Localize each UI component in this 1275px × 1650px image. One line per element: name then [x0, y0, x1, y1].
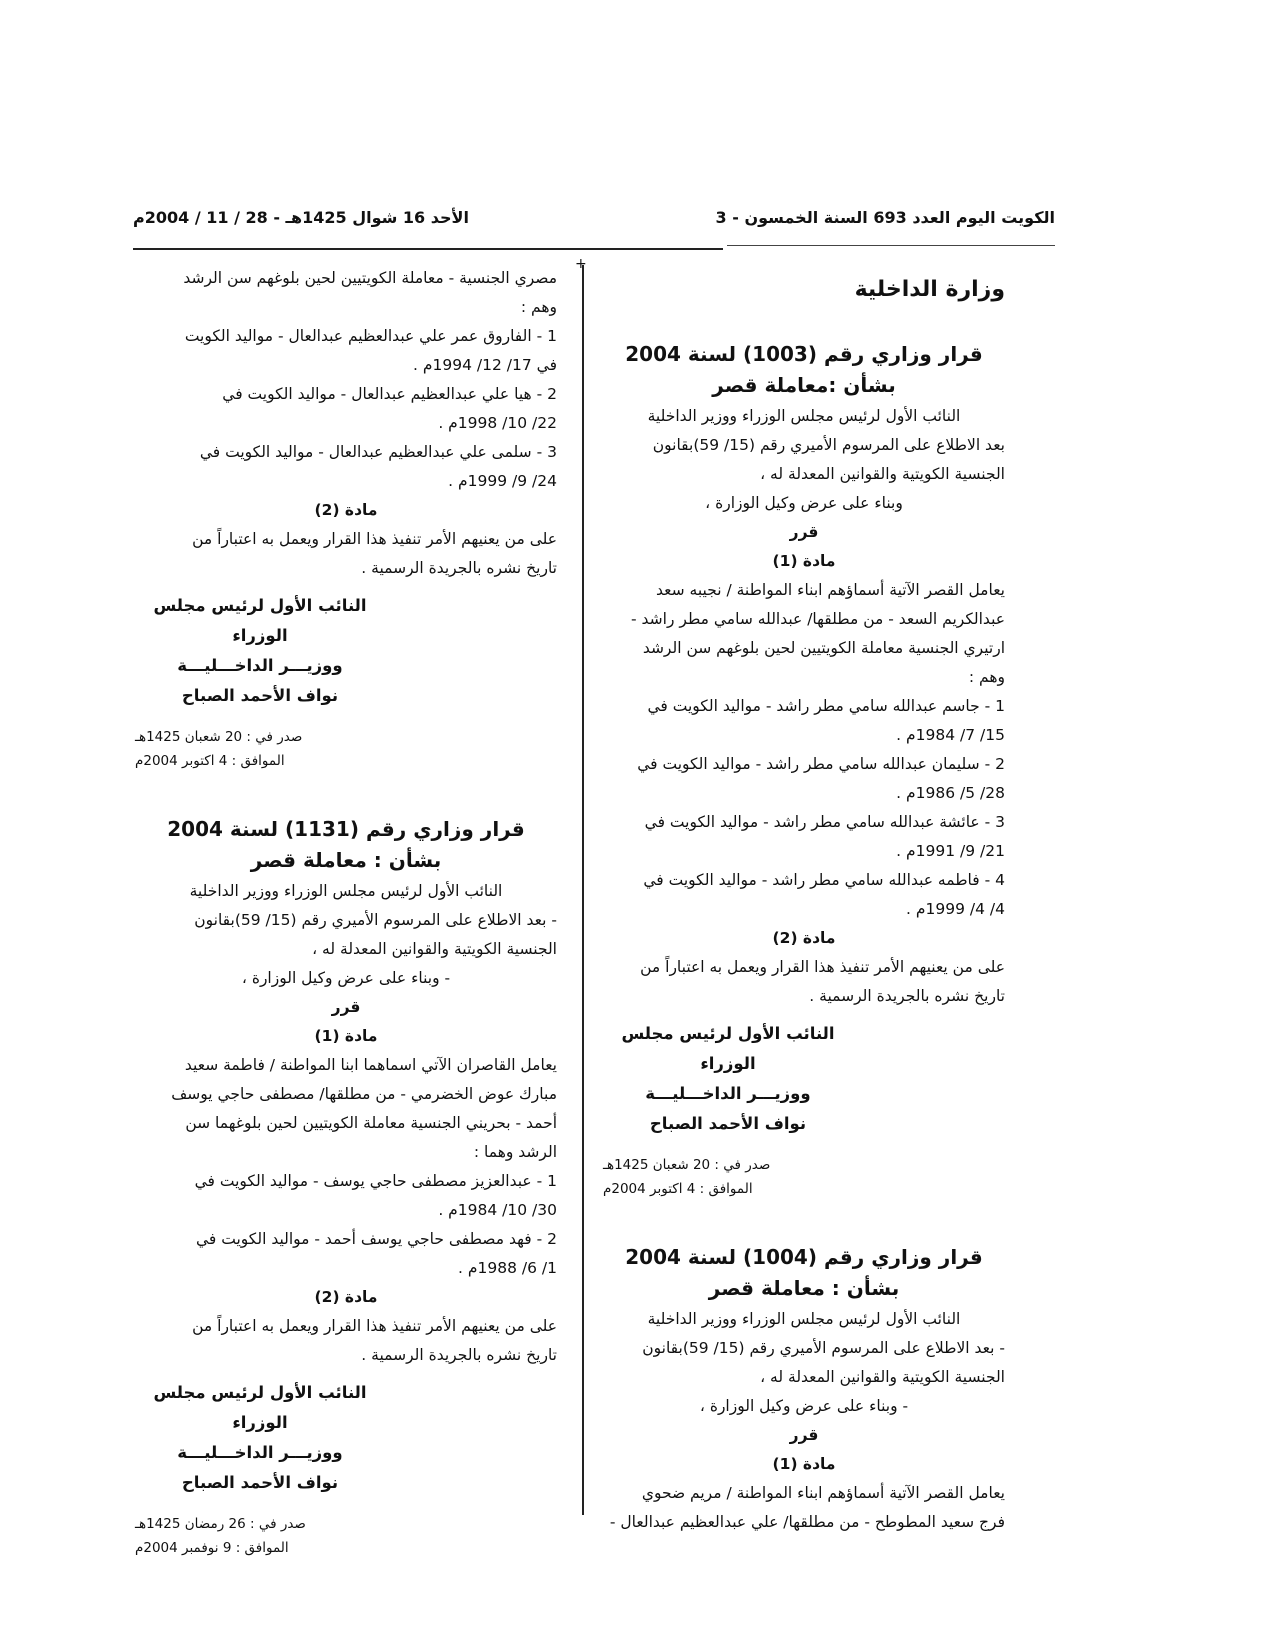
decree-1003-text: 21/ 9/ 1991م .: [896, 842, 1005, 860]
decree-1131-article-1: مادة (1): [314, 1027, 378, 1045]
column-divider: [582, 265, 584, 1515]
decree-1131-text: 1/ 6/ 1988م .: [458, 1259, 557, 1277]
decree-1003-text: 4/ 4/ 1999م .: [906, 900, 1005, 918]
signature-name: نواف الأحمد الصباح: [181, 686, 339, 705]
decree-1003-article-1: مادة (1): [772, 552, 836, 570]
decree-1131-text: 30/ 10/ 1984م .: [438, 1201, 557, 1219]
ministry-heading: وزارة الداخلية: [854, 277, 1005, 302]
decree-1004-title: قرار وزاري رقم (1004) لسنة 2004: [625, 1245, 983, 1269]
decree-1003-subject: بشأن :معاملة قصر: [712, 373, 896, 397]
signature-title: النائب الأول لرئيس مجلس الوزراء: [153, 596, 367, 645]
decree-1131-preamble-2: - بعد الاطلاع على المرسوم الأميري رقم (15/ 59)بقانون: [194, 911, 557, 929]
decree-1003-text: على من يعنيهم الأمر تنفيذ هذا القرار ويعمل به اعتباراً من: [640, 958, 1005, 976]
decree-1003b-text: في 17/ 12/ 1994م .: [413, 356, 557, 374]
signature-office: ووزيـــر الداخـــليـــة: [177, 1443, 343, 1462]
decree-1004-preamble-4: - وبناء على عرض وكيل الوزارة ،: [699, 1397, 909, 1415]
decree-1131-title: قرار وزاري رقم (1131) لسنة 2004: [167, 817, 525, 841]
decree-1003-text: وهم :: [968, 668, 1005, 686]
decree-1004-subject: بشأن : معاملة قصر: [708, 1276, 900, 1300]
signature-block: [135, 591, 557, 711]
decree-1003-issued: صدر في : 20 شعبان 1425هـ: [603, 1157, 771, 1173]
decree-1003-text: يعامل القصر الآتية أسماؤهم ابناء المواطنة / نجيبه سعد: [656, 581, 1005, 599]
decree-1131-text: مبارك عوض الخضرمي - من مطلقها/ مصطفى حاجي يوسف: [171, 1085, 557, 1103]
decree-1003-text: 3 - عائشة عبدالله سامي مطر راشد - مواليد الكويت في: [644, 813, 1005, 831]
decree-1131-corresponding: الموافق : 9 نوفمبر 2004م: [135, 1540, 289, 1556]
decree-1131-text: 1 - عبدالعزيز مصطفى حاجي يوسف - مواليد الكويت في: [194, 1172, 557, 1190]
decree-1003b-text: 22/ 10/ 1998م .: [438, 414, 557, 432]
decree-1004-text: يعامل القصر الآتية أسماؤهم ابناء المواطنة / مريم ضحوي: [641, 1484, 1005, 1502]
signature-name: نواف الأحمد الصباح: [649, 1114, 807, 1133]
page-header: [133, 208, 1055, 248]
signature-office: ووزيـــر الداخـــليـــة: [177, 656, 343, 675]
decree-1003-preamble-1: النائب الأول لرئيس مجلس الوزراء ووزير الداخلية: [647, 407, 961, 425]
header-rule-left: [133, 248, 723, 250]
decree-1131-issued: صدر في : 26 رمضان 1425هـ: [135, 1516, 306, 1532]
decree-1003-title: قرار وزاري رقم (1003) لسنة 2004: [625, 342, 983, 366]
decree-1004-text: فرج سعيد المطوطح - من مطلقها/ علي عبدالعظيم عبدالعال -: [609, 1513, 1005, 1531]
decree-1131-text: تاريخ نشره بالجريدة الرسمية .: [361, 1346, 557, 1364]
signature-office: ووزيـــر الداخـــليـــة: [645, 1084, 811, 1103]
decree-1003-text: 1 - جاسم عبدالله سامي مطر راشد - مواليد الكويت في: [647, 697, 1005, 715]
decree-1131-decided: قرر: [331, 998, 361, 1016]
decree-1003-preamble-4: وبناء على عرض وكيل الوزارة ،: [705, 494, 903, 512]
decree-1003-text: تاريخ نشره بالجريدة الرسمية .: [809, 987, 1005, 1005]
decree-1131-text: 2 - فهد مصطفى حاجي يوسف أحمد - مواليد الكويت في: [196, 1230, 557, 1248]
decree-1003-text: 4 - فاطمه عبدالله سامي مطر راشد - مواليد الكويت في: [643, 871, 1005, 889]
decree-1003-text: 15/ 7/ 1984م .: [896, 726, 1005, 744]
decree-1004-preamble-2: - بعد الاطلاع على المرسوم الأميري رقم (15/ 59)بقانون: [642, 1339, 1005, 1357]
decree-1131-signature: [135, 1378, 557, 1498]
article-2-text: على من يعنيهم الأمر تنفيذ هذا القرار ويعمل به اعتباراً من: [192, 530, 557, 548]
article-2-heading: مادة (2): [314, 501, 378, 519]
decree-1003b-text: وهم :: [520, 298, 557, 316]
decree-1003b-text: 2 - هيا علي عبدالعظيم عبدالعال - مواليد الكويت في: [222, 385, 557, 403]
decree-1004-decided: قرر: [789, 1426, 819, 1444]
decree-1003-preamble-2: بعد الاطلاع على المرسوم الأميري رقم (15/ 59)بقانون: [652, 436, 1005, 454]
decree-1003-text: 28/ 5/ 1986م .: [896, 784, 1005, 802]
left-column: [135, 264, 557, 1560]
divider-mark: +: [575, 256, 587, 272]
signature-title: النائب الأول لرئيس مجلس الوزراء: [621, 1024, 835, 1073]
issued-date: صدر في : 20 شعبان 1425هـ: [135, 729, 303, 745]
decree-1003b-text: مصري الجنسية - معاملة الكويتيين لحين بلوغهم سن الرشد: [183, 269, 557, 287]
decree-1003b-text: 24/ 9/ 1999م .: [448, 472, 557, 490]
corresponding-date: الموافق : 4 اكتوبر 2004م: [135, 753, 285, 769]
signature-name: نواف الأحمد الصباح: [181, 1473, 339, 1492]
header-rule-right: [727, 245, 1055, 246]
decree-1131-text: يعامل القاصران الآتي اسماهما ابنا المواطنة / فاطمة سعيد: [184, 1056, 557, 1074]
decree-1003b-text: 3 - سلمى علي عبدالعظيم عبدالعال - مواليد الكويت في: [199, 443, 557, 461]
header-issue-info: الكويت اليوم العدد 693 السنة الخمسون - 3: [715, 208, 1055, 227]
decree-1003-signature: [603, 1019, 1005, 1139]
decree-1131-preamble-1: النائب الأول لرئيس مجلس الوزراء ووزير الداخلية: [189, 882, 503, 900]
decree-1003b-text: 1 - الفاروق عمر علي عبدالعظيم عبدالعال - مواليد الكويت: [184, 327, 557, 345]
decree-1003-text: ارتيري الجنسية معاملة الكويتيين لحين بلوغهم سن الرشد: [642, 639, 1005, 657]
header-date: الأحد 16 شوال 1425هـ - 28 / 11 / 2004م: [133, 208, 469, 227]
article-2-text: تاريخ نشره بالجريدة الرسمية .: [361, 559, 557, 577]
decree-1004-preamble-1: النائب الأول لرئيس مجلس الوزراء ووزير الداخلية: [647, 1310, 961, 1328]
decree-1131-preamble-4: - وبناء على عرض وكيل الوزارة ،: [241, 969, 451, 987]
decree-1131-text: أحمد - بحريني الجنسية معاملة الكويتيين لحين بلوغهما سن: [185, 1114, 557, 1132]
decree-1003-decided: قرر: [789, 523, 819, 541]
decree-1131-preamble-3: الجنسية الكويتية والقوانين المعدلة له ،: [312, 940, 557, 958]
decree-1003-text: 2 - سليمان عبدالله سامي مطر راشد - مواليد الكويت في: [637, 755, 1005, 773]
decree-1003-preamble-3: الجنسية الكويتية والقوانين المعدلة له ،: [760, 465, 1005, 483]
decree-1131-text: على من يعنيهم الأمر تنفيذ هذا القرار ويعمل به اعتباراً من: [192, 1317, 557, 1335]
decree-1003-corresponding: الموافق : 4 اكتوبر 2004م: [603, 1181, 753, 1197]
decree-1131-article-2: مادة (2): [314, 1288, 378, 1306]
decree-1003-article-2: مادة (2): [772, 929, 836, 947]
decree-1004-preamble-3: الجنسية الكويتية والقوانين المعدلة له ،: [760, 1368, 1005, 1386]
right-column: [603, 275, 1005, 1537]
decree-1131-subject: بشأن : معاملة قصر: [250, 848, 442, 872]
decree-1003-text: عبدالكريم السعد - من مطلقها/ عبدالله سامي مطر راشد -: [631, 610, 1005, 628]
decree-1131-text: الرشد وهما :: [473, 1143, 557, 1161]
decree-1004-article-1: مادة (1): [772, 1455, 836, 1473]
signature-title: النائب الأول لرئيس مجلس الوزراء: [153, 1383, 367, 1432]
